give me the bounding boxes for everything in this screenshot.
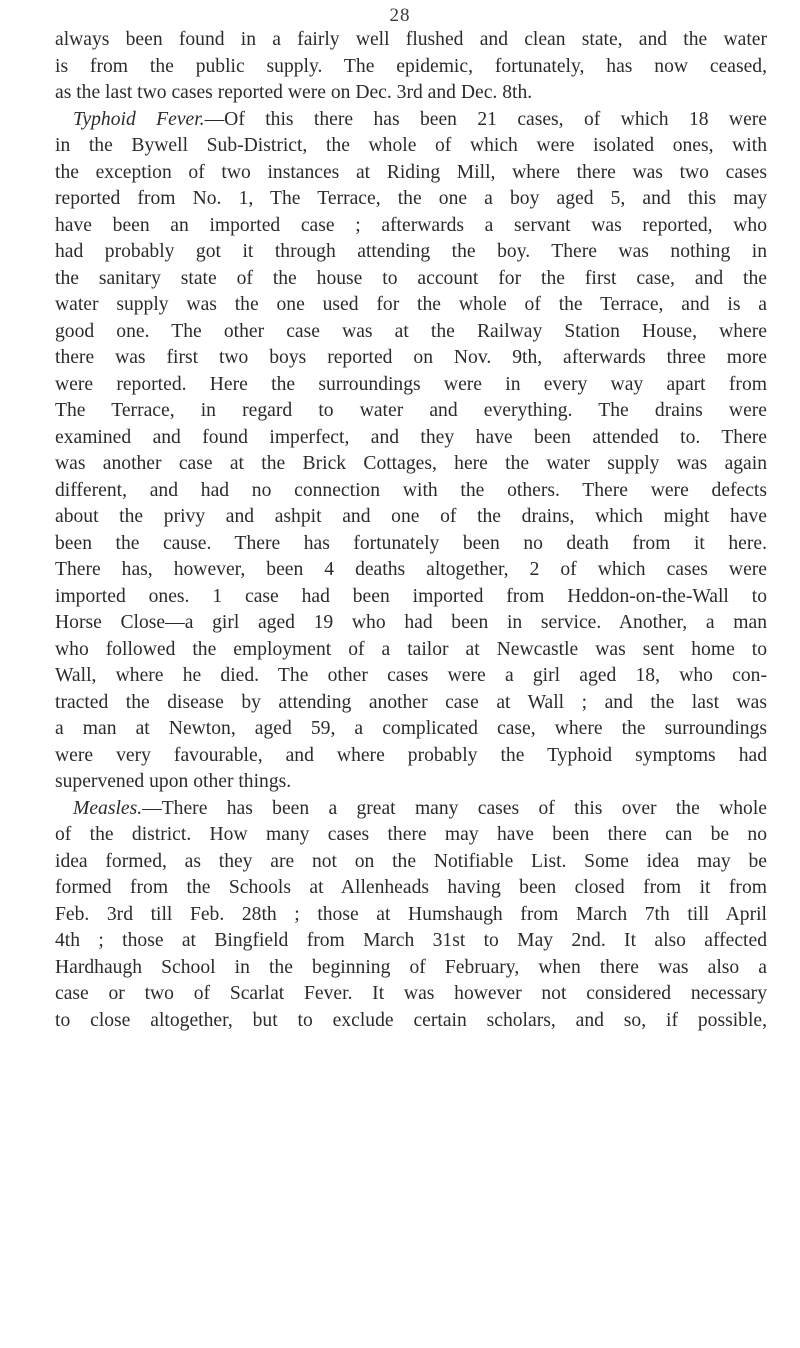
text-line [55, 769, 767, 796]
line-text: always been found in a fairly well flushed and clean state, and the water [55, 29, 767, 50]
text-line [55, 266, 767, 293]
text-line [55, 584, 767, 611]
text-line [55, 54, 767, 81]
line-text: imported ones. 1 case had been imported from Heddon-on-the-Wall to [55, 585, 767, 607]
text-line [55, 1008, 767, 1035]
line-text: case or two of Scarlat Fever. It was however not considered necessary [55, 983, 767, 1004]
text-line [55, 292, 767, 319]
body-text [55, 27, 767, 1034]
text-line [55, 822, 767, 849]
text-line [55, 398, 767, 425]
line-text: different, and had no connection with the others. There were defects [55, 479, 767, 501]
line-text: about the privy and ashpit and one of the drains, which might have [55, 506, 767, 527]
text-line [55, 743, 767, 770]
line-text: There has, however, been 4 deaths altogether, 2 of which cases were [55, 559, 767, 580]
line-text: was another case at the Brick Cottages, here the water supply was again [55, 453, 767, 474]
text-line [55, 80, 767, 107]
text-line [55, 27, 767, 54]
text-line [55, 425, 767, 452]
text-line [55, 928, 767, 955]
text-line [55, 451, 767, 478]
text-line [55, 663, 767, 690]
line-text: Horse Close—a girl aged 19 who had been in service. Another, a man [55, 612, 767, 633]
line-text: good one. The other case was at the Railway Station House, where [55, 320, 767, 342]
text-line [55, 319, 767, 346]
text-line [55, 557, 767, 584]
line-text: 4th ; those at Bingfield from March 31st to May 2nd. It also affected [55, 930, 767, 951]
line-text: the sanitary state of the house to account for the first case, and the [55, 267, 767, 289]
text-line [55, 107, 767, 134]
section-heading: Measles. [73, 797, 143, 819]
text-line [55, 796, 767, 823]
line-text: Wall, where he died. The other cases were a girl aged 18, who con- [55, 665, 767, 686]
text-line [55, 239, 767, 266]
line-text: who followed the employment of a tailor at Newcastle was sent home to [55, 638, 767, 660]
line-text: been the cause. There has fortunately been no death from it here. [55, 532, 767, 554]
text-line [55, 690, 767, 717]
line-text: examined and found imperfect, and they have been attended to. There [55, 426, 767, 448]
text-line [55, 849, 767, 876]
line-text: water supply was the one used for the whole of the Terrace, and is a [55, 294, 767, 315]
text-line [55, 372, 767, 399]
line-text: have been an imported case ; afterwards a servant was reported, who [55, 214, 767, 236]
text-line [55, 478, 767, 505]
text-line [55, 213, 767, 240]
text-line [55, 133, 767, 160]
line-text: idea formed, as they are not on the Notifiable List. Some idea may be [55, 850, 767, 872]
line-text: tracted the disease by attending another case at Wall ; and the last was [55, 691, 767, 713]
line-text: —There has been a great many cases of this over the whole [142, 797, 767, 819]
line-text: —Of this there has been 21 cases, of which 18 were [204, 108, 767, 130]
text-line [55, 637, 767, 664]
line-text: in the Bywell Sub-District, the whole of which were isolated ones, with [55, 135, 767, 156]
line-text: is from the public supply. The epidemic, fortunately, has now ceased, [55, 55, 767, 77]
line-text: were very favourable, and where probably the Typhoid symptoms had [55, 744, 767, 766]
text-line [55, 902, 767, 929]
line-text: Hardhaugh School in the beginning of February, when there was also a [55, 956, 767, 978]
line-text: Feb. 3rd till Feb. 28th ; those at Humshaugh from March 7th till April [55, 903, 767, 925]
line-text: a man at Newton, aged 59, a complicated case, where the surroundings [55, 718, 767, 739]
text-line [55, 610, 767, 637]
line-text: formed from the Schools at Allenheads having been closed from it from [55, 877, 767, 898]
text-line [55, 504, 767, 531]
line-text: to close altogether, but to exclude certain scholars, and so, if possible, [55, 1009, 767, 1031]
line-text: The Terrace, in regard to water and everything. The drains were [55, 400, 767, 421]
text-line [55, 981, 767, 1008]
line-text: the exception of two instances at Riding Mill, where there was two cases [55, 161, 767, 183]
text-line [55, 531, 767, 558]
text-line [55, 160, 767, 187]
text-line [55, 875, 767, 902]
line-text: were reported. Here the surroundings were in every way apart from [55, 373, 767, 395]
text-line [55, 186, 767, 213]
text-line [55, 955, 767, 982]
text-line [55, 716, 767, 743]
line-text: supervened upon other things. [55, 771, 292, 792]
section-heading: Typhoid Fever. [73, 108, 205, 130]
text-line [55, 345, 767, 372]
line-text: reported from No. 1, The Terrace, the one a boy aged 5, and this may [55, 188, 767, 209]
page-number: 28 [389, 5, 411, 26]
line-text: of the district. How many cases there may have been there can be no [55, 824, 767, 845]
line-text: there was first two boys reported on Nov. 9th, afterwards three more [55, 347, 767, 368]
line-text: as the last two cases reported were on Dec. 3rd and Dec. 8th. [55, 82, 533, 103]
line-text: had probably got it through attending the boy. There was nothing in [55, 241, 767, 262]
